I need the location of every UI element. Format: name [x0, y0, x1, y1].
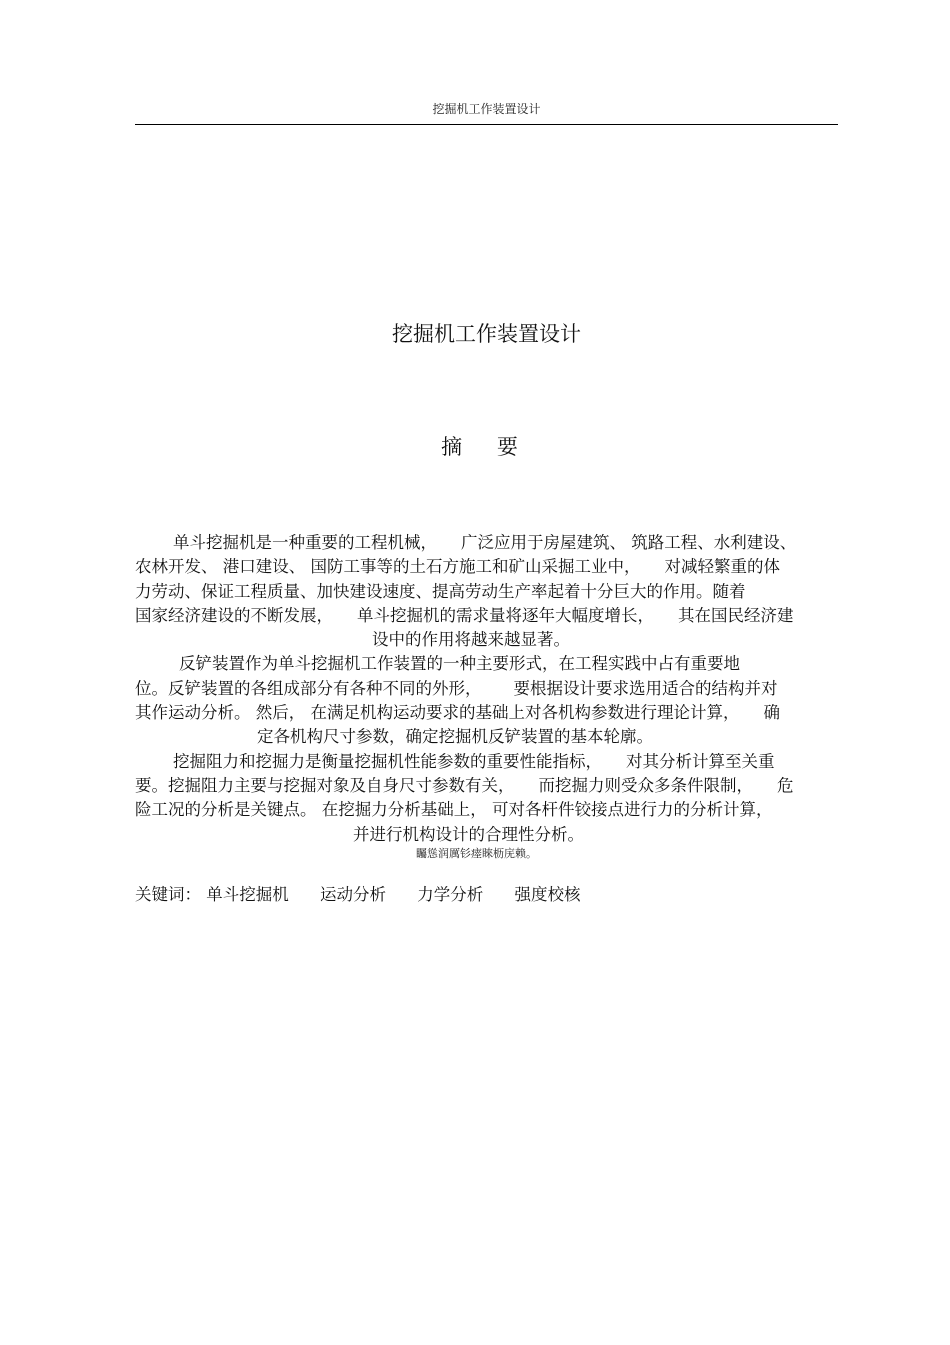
text-run: 要根据设计要求选用适合的结构并对 — [513, 678, 778, 698]
text-run: 挖掘阻力和挖掘力是衡量挖掘机性能参数的重要性能指标， — [173, 751, 602, 771]
paragraph-1-line-1 — [135, 531, 838, 555]
paragraph-1-line-3: 力劳动、保证工程质量、加快建设速度、提高劳动生产率起着十分巨大的作用。随着 — [135, 581, 746, 601]
text-run: 对其分析计算至关重 — [626, 751, 775, 771]
running-header: 挖掘机工作装置设计 — [432, 102, 541, 116]
garbled-note: 矚慫润厲钐瘗睞枥庑赖。 — [416, 846, 537, 860]
text-run: 确 — [763, 703, 780, 723]
keywords-label: 关键词： — [135, 885, 201, 904]
text-run: 危 — [777, 775, 794, 795]
header-divider — [135, 124, 838, 125]
paragraph-2-line-1: 反铲装置作为单斗挖掘机工作装置的一种主要形式，在工程实践中占有重要地 — [179, 654, 740, 674]
paragraph-1-line-4 — [135, 604, 838, 628]
text-run: 广泛应用于房屋建筑、 筑路工程、水利建设、 — [461, 533, 797, 552]
text-run: 位。反铲装置的各组成部分有各种不同的外形， — [135, 678, 482, 698]
paragraph-1-line-5: 设中的作用将越来越显著。 — [372, 630, 570, 650]
paragraph-2-line-4: 定各机构尺寸参数，确定挖掘机反铲装置的基本轮廓。 — [257, 727, 653, 747]
keywords-line — [135, 881, 838, 905]
text-run: 其在国民经济建 — [678, 605, 794, 625]
keyword-item: 强度校核 — [514, 885, 581, 904]
text-run: 要。挖掘阻力主要与挖掘对象及自身尺寸参数有关， — [135, 775, 515, 795]
text-run: 国家经济建设的不断发展， — [135, 605, 333, 625]
text-run: 对减轻繁重的体 — [664, 557, 780, 577]
paragraph-2-line-2 — [135, 677, 838, 701]
paragraph-2-line-3 — [135, 701, 838, 725]
keyword-item: 运动分析 — [320, 885, 386, 904]
text-run: 单斗挖掘机是一种重要的工程机械， — [173, 533, 437, 552]
keyword-item: 单斗挖掘机 — [206, 885, 289, 904]
paragraph-3-line-4: 并进行机构设计的合理性分析。 — [353, 824, 584, 844]
abstract-body — [135, 531, 838, 861]
document-title: 挖掘机工作装置设计 — [392, 322, 581, 346]
text-run: 而挖掘力则受众多条件限制， — [538, 775, 753, 795]
paragraph-3-line-3: 险工况的分析是关键点。 在挖掘力分析基础上， 可对各杆件铰接点进行力的分析计算， — [135, 800, 773, 820]
paragraph-1-line-2 — [135, 555, 838, 579]
paragraph-3-line-2 — [135, 774, 838, 798]
text-run: 其作运动分析。 然后， 在满足机构运动要求的基础上对各机构参数进行理论计算， — [135, 703, 740, 723]
abstract-heading: 摘 要 — [441, 435, 532, 459]
text-run: 农林开发、 港口建设、 国防工事等的土石方施工和矿山采掘工业中， — [135, 557, 641, 577]
text-run: 单斗挖掘机的需求量将逐年大幅度增长， — [357, 605, 654, 625]
paragraph-3-line-1 — [135, 750, 838, 774]
keyword-item: 力学分析 — [417, 885, 484, 904]
